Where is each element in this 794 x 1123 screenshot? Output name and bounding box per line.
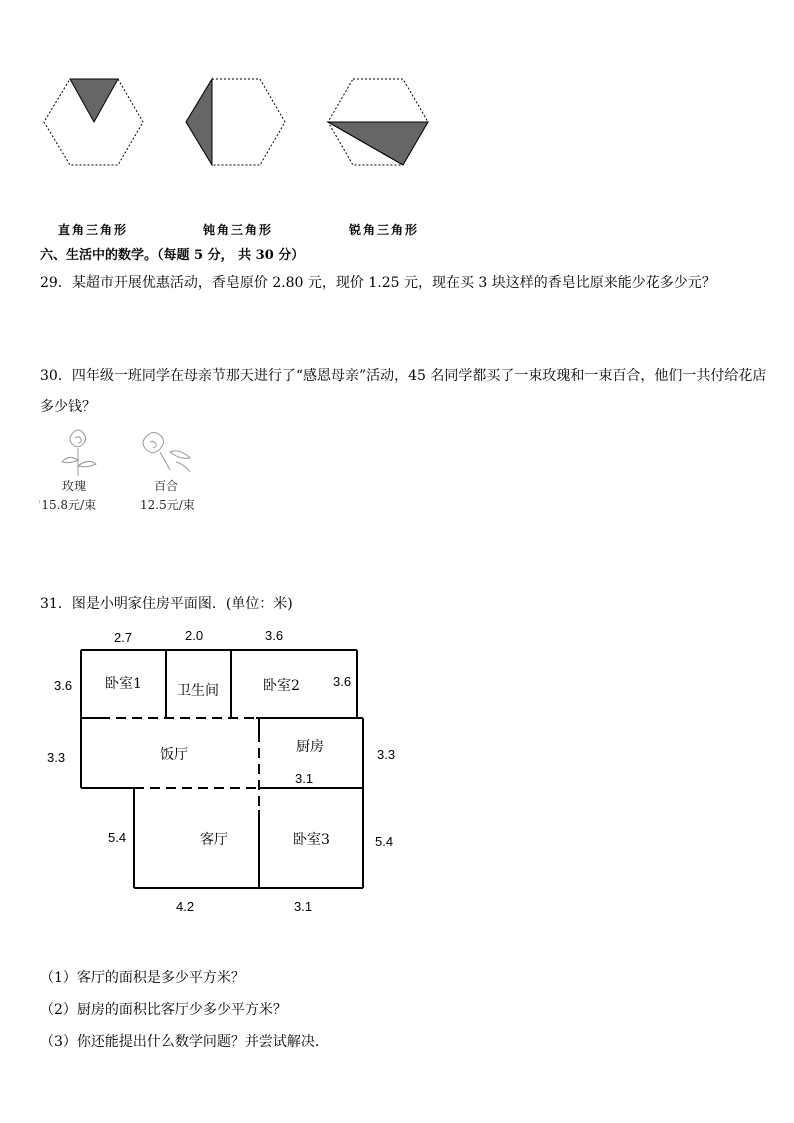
rose-label: 玫瑰	[62, 479, 87, 493]
rose-price-text: 15.8元/束	[41, 498, 97, 512]
room-bedroom1: 卧室1	[105, 676, 142, 692]
dim-right-mid: 3.3	[377, 747, 396, 762]
dim-bottom-2: 3.1	[294, 899, 313, 914]
question-31-sub3: （3）你还能提出什么数学问题？并尝试解决．	[40, 1034, 329, 1050]
room-dining: 饭厅	[160, 747, 188, 763]
caption-obtuse-triangle: 钝角三角形	[203, 223, 274, 237]
lily-label: 百合	[154, 479, 179, 493]
question-29: 29．某超市开展优惠活动，香皂原价 2.80 元，现价 1.25 元，现在买 3 块这样的香皂比原来能少花多少元？	[40, 275, 716, 291]
lily-price: 12.5元/束	[140, 498, 195, 512]
dim-left-top: 3.6	[54, 678, 73, 693]
dim-right-bottom: 5.4	[375, 834, 394, 849]
dim-top-2: 2.0	[185, 628, 204, 643]
question-31: 31．图是小明家住房平面图．(单位：米)	[40, 596, 293, 612]
section-title: 六、生活中的数学。（每题 5 分， 共 30 分）	[40, 248, 305, 263]
room-living: 客厅	[200, 832, 228, 848]
question-30-line2: 多少钱？	[40, 399, 96, 415]
dim-kitchen-bottom: 3.1	[295, 771, 314, 786]
dim-top-1: 2.7	[114, 630, 133, 645]
room-bedroom2: 卧室2	[263, 678, 300, 694]
caption-right-triangle: 直角三角形	[58, 223, 129, 237]
room-bathroom: 卫生间	[177, 683, 219, 699]
room-bedroom3: 卧室3	[293, 832, 330, 848]
question-31-sub2: （2）厨房的面积比客厅少多少平方米？	[40, 1002, 287, 1018]
question-31-sub1: （1）客厅的面积是多少平方米？	[40, 970, 245, 986]
caption-acute-triangle: 锐角三角形	[349, 223, 420, 237]
dim-left-mid: 3.3	[47, 750, 66, 765]
dim-bottom-1: 4.2	[176, 899, 195, 914]
rose-price: '15.8元/束	[38, 498, 97, 512]
room-kitchen: 厨房	[296, 739, 324, 755]
dim-right-top: 3.6	[333, 674, 352, 689]
dim-left-bottom: 5.4	[108, 830, 127, 845]
dim-top-3: 3.6	[265, 628, 284, 643]
question-30-line1: 30．四年级一班同学在母亲节那天进行了“感恩母亲”活动，45 名同学都买了一束玫瑰和一束百合，他们一共付给花店	[40, 368, 767, 384]
